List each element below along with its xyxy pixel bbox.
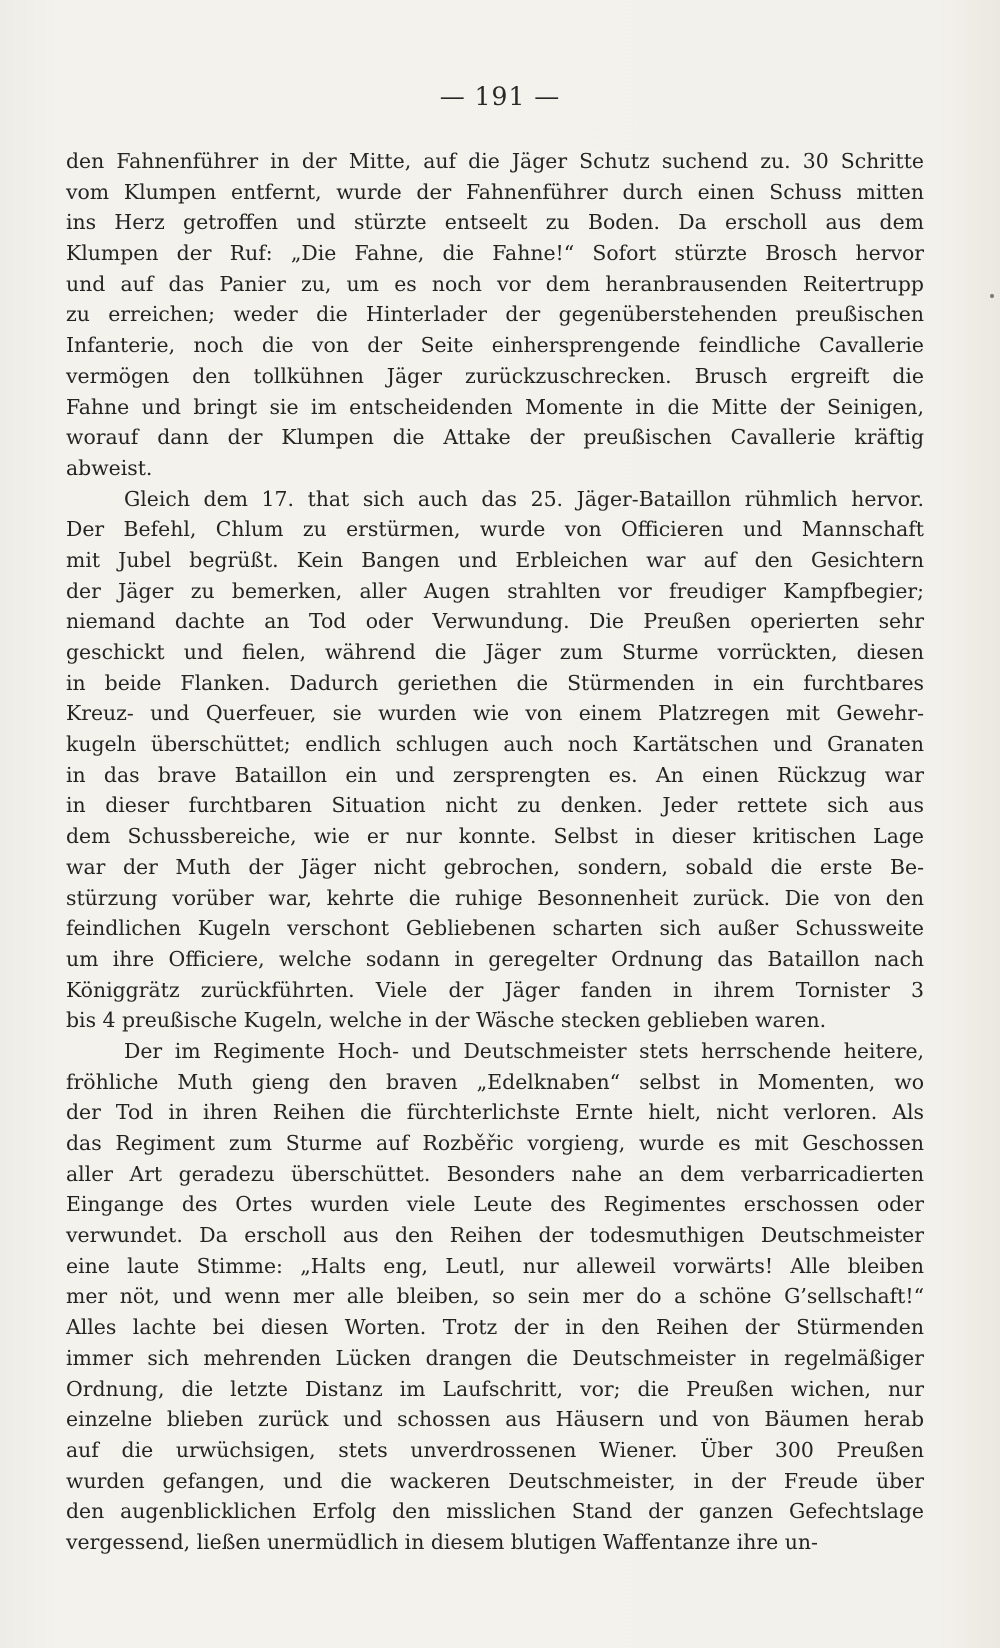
text-line: der Tod in ihren Reihen die fürchterlichste Ernte hielt, nicht verloren. Als <box>66 1100 924 1125</box>
text-line: Alles lachte bei diesen Worten. Trotz der in den Reihen der Stürmenden <box>66 1315 924 1340</box>
text-line: in beide Flanken. Dadurch geriethen die Stürmenden in ein furchtbares <box>66 670 924 695</box>
text-line: Königgrätz zurückführten. Viele der Jäger fanden in ihrem Tornister 3 <box>66 977 924 1002</box>
text-line: vom Klumpen entfernt, wurde der Fahnenführer durch einen Schuss mitten <box>66 179 924 204</box>
text-line: Eingange des Ortes wurden viele Leute des Regimentes erschossen oder <box>66 1192 924 1217</box>
text-line: der Jäger zu bemerken, aller Augen strahlten vor freudiger Kampfbegier; <box>66 578 924 603</box>
text-line: war der Muth der Jäger nicht gebrochen, sondern, sobald die erste Be- <box>66 854 924 879</box>
page-number: — 191 — <box>439 82 561 111</box>
text-line: ins Herz getroffen und stürzte entseelt zu Boden. Da erscholl aus dem <box>66 210 924 235</box>
text-line: das Regiment zum Sturme auf Rozběřic vorgieng, wurde es mit Geschossen <box>66 1131 924 1155</box>
text-line: immer sich mehrenden Lücken drangen die Deutschmeister in regelmäßiger <box>66 1345 924 1370</box>
text-line: kugeln überschüttet; endlich schlugen auch noch Kartätschen und Granaten <box>66 732 924 757</box>
text-line: vermögen den tollkühnen Jäger zurückzuschrecken. Brusch ergreift die <box>66 363 924 388</box>
text-line: zu erreichen; weder die Hinterlader der gegenüberstehenden preußischen <box>66 302 924 327</box>
text-line: Der im Regimente Hoch- und Deutschmeister stets herrschende heitere, <box>124 1038 924 1063</box>
paragraph-3 <box>66 1036 924 1558</box>
text-line: Der Befehl, Chlum zu erstürmen, wurde von Officieren und Mannschaft <box>66 517 924 542</box>
text-line: geschickt und fielen, während die Jäger zum Sturme vorrückten, diesen <box>66 640 924 664</box>
text-line: niemand dachte an Tod oder Verwundung. Die Preußen operierten sehr <box>66 609 924 634</box>
body-text <box>66 146 924 1558</box>
text-line: wurden gefangen, und die wackeren Deutschmeister, in der Freude über <box>66 1468 924 1493</box>
text-line: in das brave Bataillon ein und zersprengten es. An einen Rückzug war <box>66 762 924 787</box>
paper-speck <box>990 294 994 298</box>
text-line: den augenblicklichen Erfolg den misslichen Stand der ganzen Gefechtslage <box>66 1499 924 1524</box>
text-line: dem Schussbereiche, wie er nur konnte. Selbst in dieser kritischen Lage <box>66 824 924 849</box>
text-line: Klumpen der Ruf: „Die Fahne, die Fahne!“ Sofort stürzte Brosch hervor <box>66 241 924 266</box>
text-line: worauf dann der Klumpen die Attake der preußischen Cavallerie kräftig <box>66 425 924 450</box>
text-line: fröhliche Muth gieng den braven „Edelknaben“ selbst in Momenten, wo <box>66 1069 924 1094</box>
text-line: einzelne blieben zurück und schossen aus Häusern und von Bäumen herab <box>66 1407 924 1432</box>
text-line: feindlichen Kugeln verschont Gebliebenen scharten sich außer Schussweite <box>66 916 924 941</box>
text-line: den Fahnenführer in der Mitte, auf die Jäger Schutz suchend zu. 30 Schritte <box>66 149 924 173</box>
text-line: Infanterie, noch die von der Seite einhersprengende feindliche Cavallerie <box>66 333 924 358</box>
text-line: in dieser furchtbaren Situation nicht zu denken. Jeder rettete sich aus <box>66 793 924 818</box>
text-line: bis 4 preußische Kugeln, welche in der Wäsche stecken geblieben waren. <box>66 1008 827 1033</box>
text-line: mer nöt, und wenn mer alle bleiben, so sein mer do a schöne G’sellschaft!“ <box>66 1284 924 1309</box>
text-line: eine laute Stimme: „Halts eng, Leutl, nur alleweil vorwärts! Alle bleiben <box>66 1253 924 1278</box>
text-line: Gleich dem 17. that sich auch das 25. Jäger-Bataillon rühmlich hervor. <box>124 486 924 511</box>
text-line: auf die urwüchsigen, stets unverdrossenen Wiener. Über 300 Preußen <box>66 1437 924 1462</box>
text-line: abweist. <box>66 455 153 480</box>
text-line: verwundet. Da erscholl aus den Reihen der todesmuthigen Deutschmeister <box>66 1223 924 1248</box>
text-line: mit Jubel begrüßt. Kein Bangen und Erbleichen war auf den Gesichtern <box>66 547 924 572</box>
text-line: Kreuz- und Querfeuer, sie wurden wie von einem Platzregen mit Gewehr- <box>66 701 924 726</box>
text-line: vergessend, ließen unermüdlich in diesem blutigen Waffentanze ihre un- <box>66 1529 818 1554</box>
paragraph-1 <box>66 146 924 484</box>
text-line: um ihre Officiere, welche sodann in geregelter Ordnung das Bataillon nach <box>66 946 924 971</box>
paragraph-2 <box>66 484 924 1036</box>
text-line: und auf das Panier zu, um es noch vor dem heranbrausenden Reitertrupp <box>66 271 924 296</box>
text-line: Ordnung, die letzte Distanz im Laufschritt, vor; die Preußen wichen, nur <box>66 1376 924 1401</box>
text-line: aller Art geradezu überschüttet. Besonders nahe an dem verbarricadierten <box>66 1161 924 1186</box>
text-line: Fahne und bringt sie im entscheidenden Momente in die Mitte der Seinigen, <box>66 394 924 419</box>
text-line: stürzung vorüber war, kehrte die ruhige Besonnenheit zurück. Die von den <box>66 885 924 910</box>
